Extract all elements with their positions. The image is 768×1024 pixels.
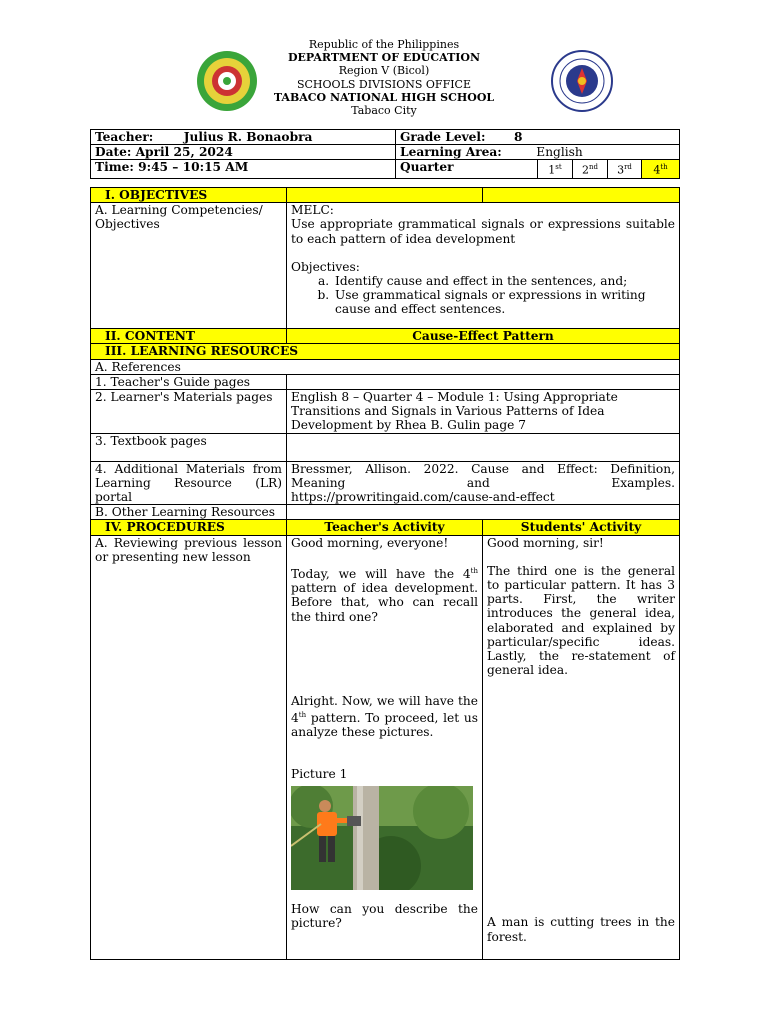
learners-materials-label: 2. Learner's Materials pages	[91, 390, 287, 434]
competencies-content	[287, 203, 680, 329]
quarter-1: 1st	[538, 160, 573, 179]
competencies-row	[91, 203, 680, 329]
teacher-activity-content	[287, 535, 483, 959]
review-row	[91, 535, 680, 959]
teachers-guide-label: 1. Teacher's Guide pages	[91, 374, 287, 389]
header-division: SCHOOLS DIVISIONS OFFICE	[296, 77, 471, 91]
teacher-question: How can you describe the picture?	[291, 901, 478, 930]
teacher-greeting: Good morning, everyone!	[291, 535, 449, 550]
objective-a: a. Identify cause and effect in the sentences, and;	[333, 274, 675, 288]
area-cell	[396, 145, 680, 160]
area-label: Learning Area:	[400, 145, 502, 160]
objective-b: b. Use grammatical signals or expressions in writing cause and effect sentences.	[333, 288, 675, 316]
header-department: DEPARTMENT OF EDUCATION	[287, 51, 481, 65]
grade-label: Grade Level:	[400, 130, 486, 144]
teacher-proceed: Alright. Now, we will have the 4th pattern. To proceed, let us analyze these pictures.	[291, 693, 478, 740]
textbook-label: 3. Textbook pages	[91, 433, 287, 461]
grade-cell	[396, 130, 680, 145]
objectives-heading-row	[91, 188, 680, 203]
document-header	[0, 38, 768, 117]
other-resources-label: B. Other Learning Resources	[91, 505, 287, 520]
header-city: Tabaco City	[351, 104, 417, 118]
resources-heading: III. LEARNING RESOURCES	[91, 344, 680, 359]
teacher-activity-heading: Teacher's Activity	[287, 520, 483, 535]
review-label: A. Reviewing previous lesson or presenting new lesson	[91, 535, 287, 959]
quarter-3: 3rd	[608, 160, 642, 179]
additional-citation: Bressmer, Allison. 2022. Cause and Effect: Definition, Meaning and Examples.	[291, 461, 675, 490]
date-cell: Date: April 25, 2024	[91, 145, 396, 160]
teacher-label: Teacher:	[95, 130, 154, 144]
quarter-2: 2nd	[573, 160, 608, 179]
header-school: TABACO NATIONAL HIGH SCHOOL	[273, 90, 495, 104]
additional-materials-label: 4. Additional Materials from Learning Resource (LR) portal	[91, 461, 287, 505]
objectives-list	[291, 274, 675, 317]
objectives-heading: I. OBJECTIVES	[91, 188, 287, 203]
references-label: A. References	[91, 359, 680, 374]
tree-cutting-picture	[291, 786, 473, 890]
picture-label: Picture 1	[291, 767, 348, 782]
teacher-intro: Today, we will have the 4th pattern of idea development. Before that, who can recall the third one?	[291, 566, 478, 624]
resources-heading-row	[91, 344, 680, 359]
student-activity-heading: Students' Activity	[483, 520, 680, 535]
content-value: Cause-Effect Pattern	[287, 329, 680, 344]
student-greeting: Good morning, sir!	[487, 535, 604, 550]
content-heading: II. CONTENT	[91, 329, 287, 344]
header-republic: Republic of the Philippines	[308, 38, 460, 51]
area-value: English	[536, 145, 583, 160]
competencies-label: A. Learning Competencies/ Objectives	[91, 203, 287, 329]
melc-label: MELC:	[291, 203, 334, 218]
procedures-heading: IV. PROCEDURES	[91, 520, 287, 535]
student-answer-1: The third one is the general to particular pattern. It has 3 parts. First, the writer introduces the general idea, elaborated and explained by particular/specific ideas. Lastly, the re-statement of general idea.	[487, 563, 675, 678]
student-activity-content	[483, 535, 680, 959]
lesson-plan-table	[90, 187, 680, 960]
procedures-heading-row	[91, 520, 680, 535]
objectives-label: Objectives:	[291, 259, 360, 274]
quarter-4-selected: 4th	[642, 160, 680, 179]
teacher-cell	[91, 130, 396, 145]
time-cell: Time: 9:45 – 10:15 AM	[91, 160, 396, 179]
content-row	[91, 329, 680, 344]
additional-url: https://prowritingaid.com/cause-and-effect	[291, 490, 555, 505]
quarter-label: Quarter	[396, 160, 538, 179]
header-region: Region V (Bicol)	[338, 64, 430, 78]
info-table	[90, 129, 680, 179]
melc-text: Use appropriate grammatical signals or expressions suitable to each pattern of idea development	[291, 217, 675, 246]
teacher-name: Julius R. Bonaobra	[183, 130, 313, 144]
learners-materials-value: English 8 – Quarter 4 – Module 1: Using Appropriate Transitions and Signals in Various Patterns of Idea Development by Rhea B. Gulin page 7	[287, 390, 680, 434]
student-answer-2: A man is cutting trees in the forest.	[487, 915, 675, 944]
additional-materials-value	[287, 461, 680, 505]
grade-value: 8	[514, 130, 523, 144]
